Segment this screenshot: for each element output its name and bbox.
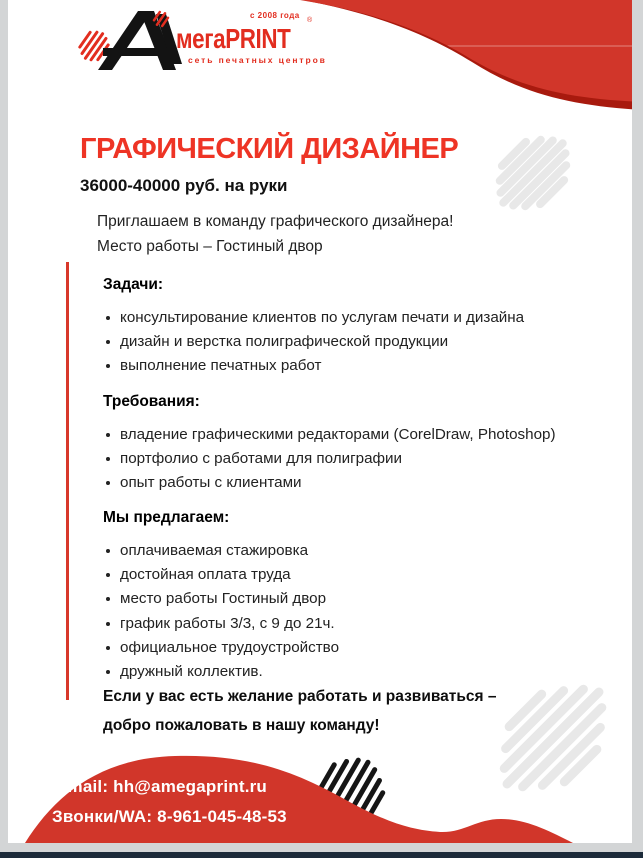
logo-tagline: сеть печатных центров xyxy=(188,55,327,65)
section-heading: Требования: xyxy=(103,393,200,410)
diagonal-hatch-bottom-icon xyxy=(479,664,626,811)
list-item: оплачиваемая стажировка xyxy=(103,539,563,563)
viewer-edge-left xyxy=(0,0,8,843)
viewer-edge-bottom xyxy=(0,843,643,852)
list-item: график работы 3/3, с 9 до 21ч. xyxy=(103,612,563,636)
logo-brand-text: мегаPRINT xyxy=(176,23,291,54)
top-red-wave xyxy=(300,0,643,110)
list-item: консультирование клиентов по услугам печати и дизайна xyxy=(103,306,563,330)
vacancy-salary: 36000-40000 руб. на руки xyxy=(80,176,288,195)
bullet-list xyxy=(103,423,563,496)
vacancy-title: ГРАФИЧЕСКИЙ ДИЗАЙНЕР xyxy=(80,133,459,165)
intro-line: Приглашаем в команду графического дизайнера! xyxy=(97,213,454,230)
registered-trademark-icon: ® xyxy=(307,17,313,24)
list-item: портфолио с работами для полиграфии xyxy=(103,447,563,471)
list-item: место работы Гостиный двор xyxy=(103,587,563,611)
list-item: владение графическими редакторами (CorelDraw, Photoshop) xyxy=(103,423,563,447)
list-item: опыт работы с клиентами xyxy=(103,471,563,495)
list-item: официальное трудоустройство xyxy=(103,636,563,660)
red-accent-line xyxy=(66,262,69,700)
viewer-bottom-bar xyxy=(0,852,643,858)
closing-message xyxy=(103,683,497,740)
vacancy-intro xyxy=(97,209,453,259)
contact-phone: Звонки/WA: 8-961-045-48-53 xyxy=(52,807,287,826)
amegaprint-logo-mark-icon xyxy=(60,6,190,72)
list-item: дизайн и верстка полиграфической продукции xyxy=(103,330,563,354)
diagonal-hatch-top-icon xyxy=(484,124,582,222)
section-heading: Мы предлагаем: xyxy=(103,509,230,526)
bottom-red-wave xyxy=(25,756,573,843)
section-heading: Задачи: xyxy=(103,276,164,293)
intro-line: Место работы – Гостиный двор xyxy=(97,238,323,255)
list-item: дружный коллектив. xyxy=(103,660,563,684)
closing-line: Если у вас есть желание работать и развиваться – xyxy=(103,688,497,705)
closing-line: добро пожаловать в нашу команду! xyxy=(103,716,380,734)
section-tasks xyxy=(103,276,563,379)
bullet-list xyxy=(103,539,563,684)
amegaprint-logo xyxy=(60,6,340,74)
section-we-offer xyxy=(103,509,563,684)
contact-email: e-mail: hh@amegaprint.ru xyxy=(52,777,268,796)
viewer-edge-right xyxy=(632,0,643,843)
bullet-list xyxy=(103,306,563,379)
list-item: выполнение печатных работ xyxy=(103,354,563,378)
list-item: достойная оплата труда xyxy=(103,563,563,587)
logo-since-text: с 2008 года xyxy=(250,11,300,20)
section-requirements xyxy=(103,393,563,496)
